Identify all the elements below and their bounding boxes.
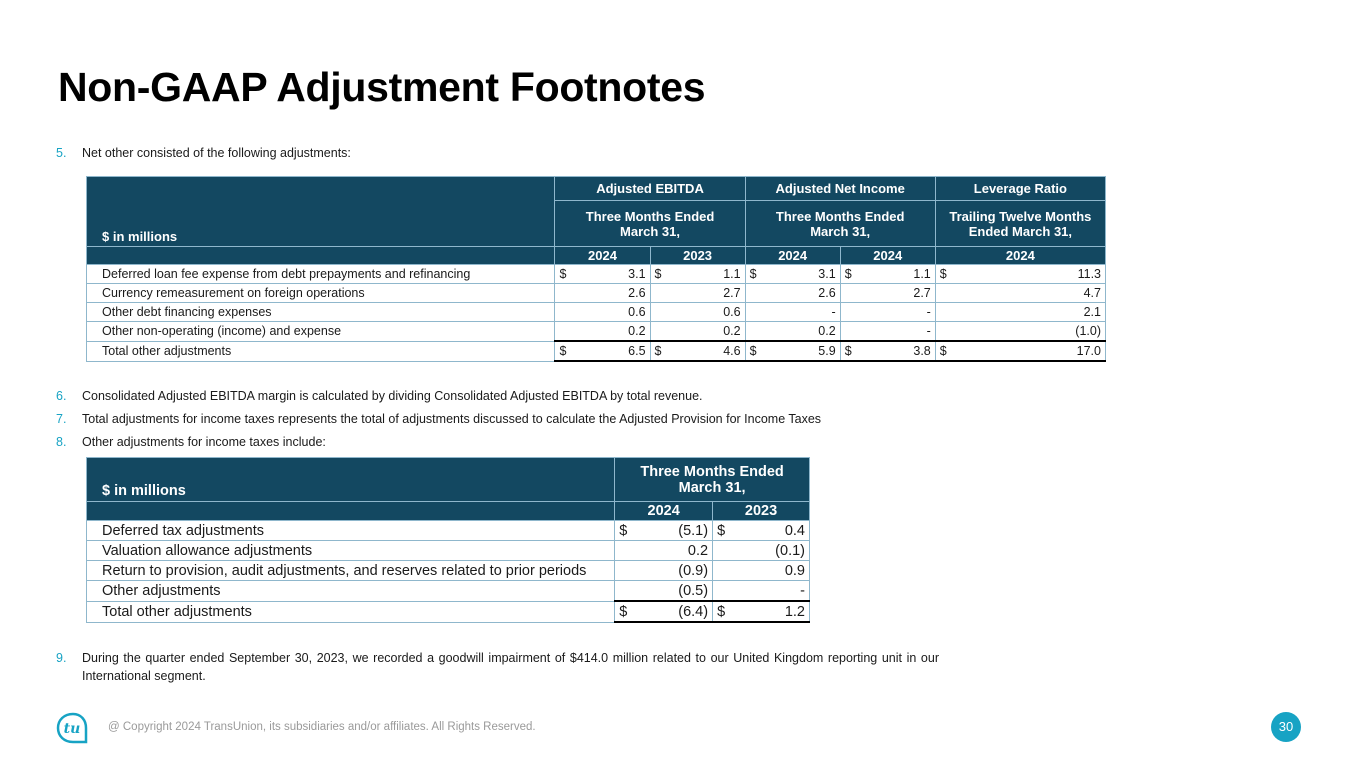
currency-symbol: $: [619, 603, 628, 620]
row-label: Total other adjustments: [87, 601, 615, 622]
table-row: [87, 581, 810, 602]
currency-symbol: $: [844, 344, 852, 358]
cell-value: (5.1): [678, 522, 709, 539]
cell-value: 1.2: [784, 603, 805, 620]
value-cell: [713, 581, 810, 602]
row-label: Deferred tax adjustments: [87, 521, 615, 541]
table-row: [87, 303, 1106, 322]
value-cell: [650, 341, 745, 361]
cell-value: -: [800, 582, 805, 599]
currency-symbol: $: [654, 267, 662, 281]
cell-value: 11.3: [1077, 267, 1101, 281]
cell-value: 5.9: [818, 344, 836, 358]
cell-value: 0.6: [723, 305, 741, 319]
value-cell: [615, 601, 713, 622]
value-cell: [840, 284, 935, 303]
cell-value: 2.1: [1083, 305, 1101, 319]
cell-value: 3.8: [913, 344, 931, 358]
table-row: [87, 521, 810, 541]
value-cell: [935, 284, 1105, 303]
value-cell: [745, 303, 840, 322]
value-cell: [840, 341, 935, 361]
value-cell: [745, 341, 840, 361]
value-cell: [650, 303, 745, 322]
year-header: 2024: [935, 247, 1105, 265]
currency-symbol: $: [559, 344, 567, 358]
transunion-logo-icon: [56, 712, 90, 744]
footnote-text: Other adjustments for income taxes include:: [82, 435, 326, 449]
row-label: Other adjustments: [87, 581, 615, 602]
currency-symbol: $: [619, 522, 628, 539]
cell-value: 3.1: [818, 267, 836, 281]
table-row: [87, 322, 1106, 342]
cell-value: 0.4: [784, 522, 805, 539]
value-cell: [840, 265, 935, 284]
cell-value: (0.9): [678, 562, 709, 579]
table-row: [87, 561, 810, 581]
value-cell: [615, 541, 713, 561]
cell-value: 4.6: [723, 344, 741, 358]
value-cell: [555, 303, 650, 322]
value-cell: [840, 322, 935, 342]
cell-value: (1.0): [1075, 324, 1101, 338]
cell-value: -: [926, 305, 931, 319]
cell-value: 2.6: [628, 286, 646, 300]
footnote-number: 7.: [56, 412, 67, 426]
unit-label: $ in millions: [87, 458, 615, 502]
total-row: [87, 601, 810, 622]
value-cell: [935, 341, 1105, 361]
group-header: Adjusted Net Income: [745, 177, 935, 201]
year-header-spacer: [87, 502, 615, 521]
footnote-6: [56, 389, 703, 403]
row-label: Total other adjustments: [87, 341, 555, 361]
year-header: 2024: [555, 247, 650, 265]
cell-value: 1.1: [723, 267, 741, 281]
value-cell: [555, 322, 650, 342]
value-cell: [650, 284, 745, 303]
year-header: 2024: [745, 247, 840, 265]
value-cell: [650, 322, 745, 342]
cell-value: 4.7: [1083, 286, 1101, 300]
row-label: Other debt financing expenses: [87, 303, 555, 322]
value-cell: [745, 322, 840, 342]
year-header-spacer: [87, 247, 555, 265]
footnote-number: 5.: [56, 146, 67, 160]
period-header: Three Months Ended March 31,: [745, 201, 935, 247]
cell-value: 17.0: [1076, 344, 1101, 358]
cell-value: 0.2: [628, 324, 646, 338]
currency-symbol: $: [559, 267, 567, 281]
cell-value: 2.7: [913, 286, 931, 300]
value-cell: [935, 322, 1105, 342]
cell-value: 6.5: [628, 344, 646, 358]
page-number: 30: [1271, 712, 1301, 742]
footnote-text: Consolidated Adjusted EBITDA margin is calculated by dividing Consolidated Adjusted EBITDA by total revenue.: [82, 389, 703, 403]
value-cell: [555, 265, 650, 284]
copyright-text: @ Copyright 2024 TransUnion, its subsidiaries and/or affiliates. All Rights Reserved.: [108, 721, 536, 733]
cell-value: 0.9: [784, 562, 805, 579]
cell-value: 2.6: [818, 286, 836, 300]
group-header: Adjusted EBITDA: [555, 177, 745, 201]
currency-symbol: $: [939, 267, 947, 281]
currency-symbol: $: [939, 344, 947, 358]
cell-value: 0.2: [687, 542, 709, 559]
row-label: Currency remeasurement on foreign operations: [87, 284, 555, 303]
value-cell: [713, 521, 810, 541]
income-tax-adjustments-table: [86, 457, 810, 623]
table-row: [87, 541, 810, 561]
net-other-adjustments-table: [86, 176, 1106, 362]
value-cell: [840, 303, 935, 322]
footnote-text: Net other consisted of the following adjustments:: [82, 146, 351, 160]
cell-value: 0.2: [818, 324, 836, 338]
currency-symbol: $: [844, 267, 852, 281]
value-cell: [745, 265, 840, 284]
row-label: Return to provision, audit adjustments, and reserves related to prior periods: [87, 561, 615, 581]
row-label: Other non-operating (income) and expense: [87, 322, 555, 342]
footnote-number: 6.: [56, 389, 67, 403]
currency-symbol: $: [717, 603, 726, 620]
cell-value: (0.5): [678, 582, 709, 599]
year-header: 2023: [650, 247, 745, 265]
footnote-text: Total adjustments for income taxes represents the total of adjustments discussed to calculate the Adjusted Provision for Income Taxes: [82, 412, 822, 426]
cell-value: 0.6: [628, 305, 646, 319]
footnote-8: [56, 435, 326, 449]
unit-label: $ in millions: [87, 177, 555, 247]
currency-symbol: $: [749, 267, 757, 281]
value-cell: [555, 284, 650, 303]
currency-symbol: $: [654, 344, 662, 358]
table-row: [87, 284, 1106, 303]
row-label: Valuation allowance adjustments: [87, 541, 615, 561]
cell-value: 2.7: [723, 286, 741, 300]
year-header: 2024: [840, 247, 935, 265]
page-title: Non-GAAP Adjustment Footnotes: [58, 64, 706, 110]
value-cell: [745, 284, 840, 303]
value-cell: [713, 561, 810, 581]
value-cell: [650, 265, 745, 284]
footnote-number: 8.: [56, 435, 67, 449]
total-row: [87, 341, 1106, 361]
value-cell: [935, 303, 1105, 322]
currency-symbol: $: [717, 522, 726, 539]
value-cell: [615, 581, 713, 602]
period-header: Trailing Twelve Months Ended March 31,: [935, 201, 1105, 247]
value-cell: [713, 601, 810, 622]
footnote-text: During the quarter ended September 30, 2023, we recorded a goodwill impairment of $414.0 million related to our United Kingdom reporting unit in our International segment.: [82, 651, 939, 683]
footnote-9: [56, 649, 939, 685]
logo-text: tu: [63, 721, 81, 737]
year-header: 2023: [713, 502, 810, 521]
cell-value: -: [831, 305, 836, 319]
value-cell: [555, 341, 650, 361]
footnote-number: 9.: [56, 651, 67, 665]
group-header: Leverage Ratio: [935, 177, 1105, 201]
value-cell: [615, 521, 713, 541]
period-header: Three Months Ended March 31,: [615, 458, 810, 502]
table-row: [87, 265, 1106, 284]
footnote-7: [56, 412, 821, 426]
period-header: Three Months Ended March 31,: [555, 201, 745, 247]
cell-value: (0.1): [775, 542, 805, 559]
cell-value: 3.1: [628, 267, 646, 281]
value-cell: [713, 541, 810, 561]
currency-symbol: $: [749, 344, 757, 358]
value-cell: [935, 265, 1105, 284]
cell-value: 0.2: [723, 324, 741, 338]
cell-value: -: [926, 324, 931, 338]
cell-value: 1.1: [913, 267, 931, 281]
year-header: 2024: [615, 502, 713, 521]
row-label: Deferred loan fee expense from debt prepayments and refinancing: [87, 265, 555, 284]
footnote-5: [56, 146, 351, 160]
value-cell: [615, 561, 713, 581]
cell-value: (6.4): [678, 603, 709, 620]
